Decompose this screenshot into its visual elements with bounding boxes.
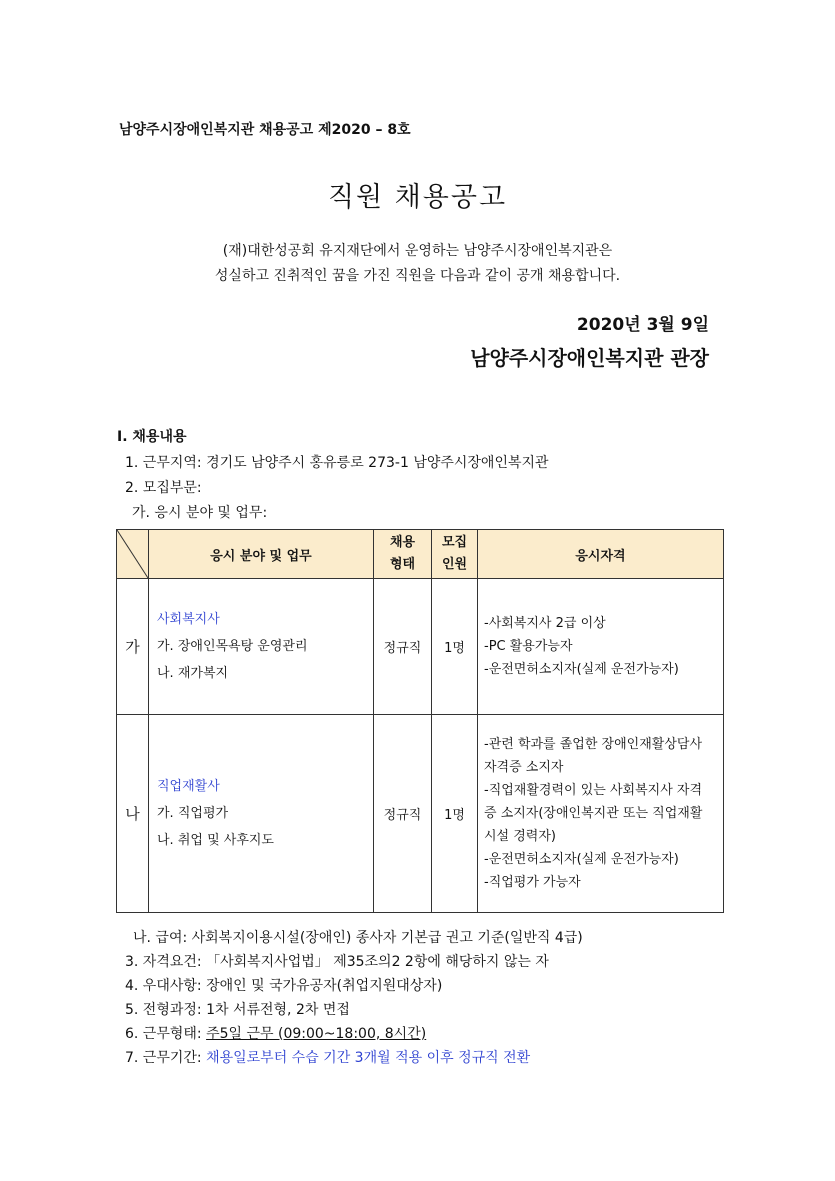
item-preference: 4. 우대사항: 장애인 및 국가유공자(취업지원대상자): [125, 978, 443, 994]
item-salary: 나. 급여: 사회복지이용시설(장애인) 종사자 기본급 권고 기준(일반직 4급): [133, 930, 583, 946]
section-title: Ⅰ. 채용내용: [117, 429, 187, 445]
qualification-line: -직업평가 가능자: [484, 875, 581, 890]
item-selection-process: 5. 전형과정: 1차 서류전형, 2차 면접: [125, 1002, 350, 1018]
item-work-type: [125, 1023, 426, 1043]
work-type-value: 주5일 근무 (09:00~18:00, 8시간): [206, 1026, 427, 1042]
work-period-value: 채용일로부터 수습 기간 3개월 적용 이후 정규직 전환: [206, 1050, 531, 1066]
header-type: [374, 530, 432, 579]
field-duty: 가. 직업평가: [157, 806, 229, 821]
row-label: 나: [117, 715, 149, 913]
item-work-location: 1. 근무지역: 경기도 남양주시 홍유릉로 273-1 남양주시장애인복지관: [125, 455, 549, 471]
page-title: 직원 채용공고: [327, 182, 508, 213]
table-row: [117, 579, 724, 715]
row-label: 가: [117, 579, 149, 715]
field-cell: [149, 715, 374, 913]
work-type-label: 6. 근무형태:: [125, 1026, 207, 1042]
qualification-line: -PC 활용가능자: [484, 639, 573, 654]
qualification-line: -운전면허소지자(실제 운전가능자): [484, 662, 679, 677]
intro-line-1: (재)대한성공회 유지재단에서 운영하는 남양주시장애인복지관은: [222, 243, 613, 259]
signature: 남양주시장애인복지관 관장: [470, 346, 709, 370]
field-category: 사회복지사: [157, 612, 220, 627]
qualification-line: 자격증 소지자: [484, 760, 564, 775]
diagonal-line-icon: [117, 530, 148, 578]
table-row: [117, 715, 724, 913]
work-period-label: 7. 근무기간:: [125, 1050, 207, 1066]
employment-type: 정규직: [374, 579, 432, 715]
qualification-line: 시설 경력자): [484, 829, 556, 844]
field-duty: 나. 취업 및 사후지도: [157, 833, 274, 848]
employment-type: 정규직: [374, 715, 432, 913]
qualification-cell: [478, 579, 724, 715]
header-field: 응시 분야 및 업무: [149, 530, 374, 579]
field-category: 직업재활사: [157, 779, 220, 794]
qualification-line: 증 소지자(장애인복지관 또는 직업재활: [484, 806, 703, 821]
item-work-period: [125, 1047, 530, 1067]
header-type-line1: 채용: [389, 535, 416, 550]
qualification-cell: [478, 715, 724, 913]
field-cell: [149, 579, 374, 715]
qualification-line: -직업재활경력이 있는 사회복지사 자격: [484, 783, 703, 798]
qualification-line: -사회복지사 2급 이상: [484, 616, 606, 631]
intro-line-2: 성실하고 진취적인 꿈을 가진 직원을 다음과 같이 공개 채용합니다.: [214, 268, 621, 284]
header-corner: [117, 530, 149, 579]
field-duty: 나. 재가복지: [157, 666, 229, 681]
header-count-line2: 인원: [441, 557, 468, 572]
field-duty: 가. 장애인목욕탕 운영관리: [157, 639, 308, 654]
qualification-line: -운전면허소지자(실제 운전가능자): [484, 852, 679, 867]
header-count: [432, 530, 478, 579]
qualification-line: -관련 학과를 졸업한 장애인재활상담사: [484, 737, 703, 752]
recruit-count: 1명: [432, 579, 478, 715]
table-header-row: [117, 530, 724, 579]
item-recruit-field: 2. 모집부문:: [125, 480, 202, 496]
item-eligibility: 3. 자격요건: 「사회복지사업법」 제35조의2 2항에 해당하지 않는 자: [125, 954, 549, 970]
announcement-date: 2020년 3월 9일: [576, 315, 709, 335]
header-count-line1: 모집: [441, 535, 468, 550]
notice-number: 남양주시장애인복지관 채용공고 제2020 – 8호: [119, 122, 411, 138]
header-type-line2: 형태: [389, 557, 416, 572]
item-field-duties: 가. 응시 분야 및 업무:: [132, 505, 268, 521]
jobs-table: [116, 529, 724, 913]
header-qualification: 응시자격: [478, 530, 724, 579]
recruit-count: 1명: [432, 715, 478, 913]
